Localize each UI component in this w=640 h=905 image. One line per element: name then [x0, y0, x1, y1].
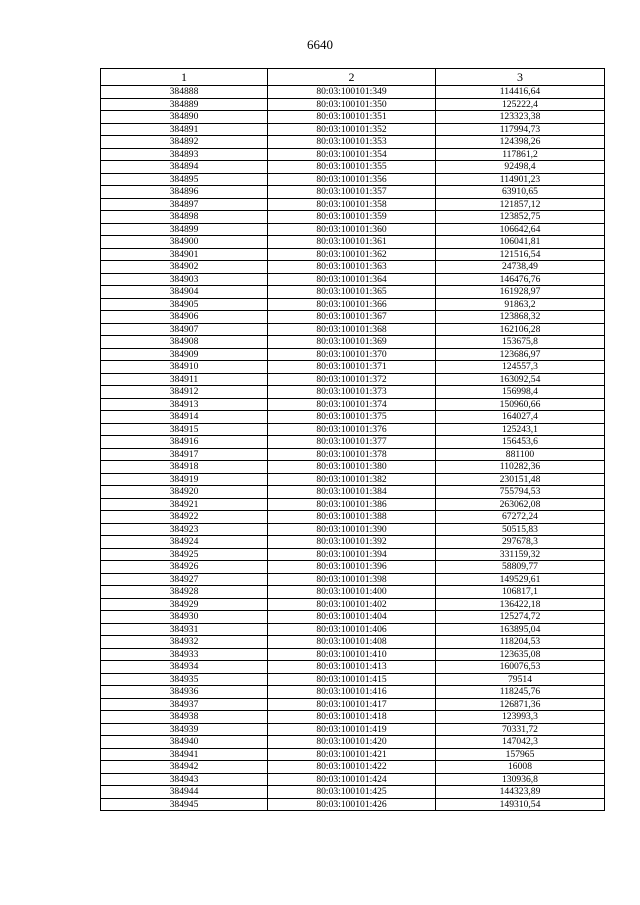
table-row [101, 486, 605, 499]
value-cell: 160076,53 [436, 661, 605, 674]
cadastral-number-cell: 80:03:100101:418 [268, 711, 436, 724]
row-number-cell: 384889 [101, 98, 268, 111]
table-row [101, 473, 605, 486]
table-row [101, 798, 605, 811]
cadastral-number-cell: 80:03:100101:356 [268, 173, 436, 186]
value-cell: 123852,75 [436, 211, 605, 224]
row-number-cell: 384939 [101, 723, 268, 736]
row-number-cell: 384929 [101, 598, 268, 611]
value-cell: 117861,2 [436, 148, 605, 161]
row-number-cell: 384895 [101, 173, 268, 186]
row-number-cell: 384933 [101, 648, 268, 661]
table-row [101, 223, 605, 236]
value-cell: 147042,3 [436, 736, 605, 749]
table-row [101, 273, 605, 286]
cadastral-number-cell: 80:03:100101:359 [268, 211, 436, 224]
cadastral-number-cell: 80:03:100101:376 [268, 423, 436, 436]
row-number-cell: 384917 [101, 448, 268, 461]
cadastral-number-cell: 80:03:100101:419 [268, 723, 436, 736]
cadastral-number-cell: 80:03:100101:406 [268, 623, 436, 636]
value-cell: 156453,6 [436, 436, 605, 449]
cadastral-number-cell: 80:03:100101:377 [268, 436, 436, 449]
table-row [101, 661, 605, 674]
table-row [101, 648, 605, 661]
value-cell: 123635,08 [436, 648, 605, 661]
table-row [101, 311, 605, 324]
table-row [101, 186, 605, 199]
cadastral-number-cell: 80:03:100101:354 [268, 148, 436, 161]
value-cell: 124557,3 [436, 361, 605, 374]
cadastral-number-cell: 80:03:100101:371 [268, 361, 436, 374]
value-cell: 157965 [436, 748, 605, 761]
table-row [101, 586, 605, 599]
row-number-cell: 384916 [101, 436, 268, 449]
table-row [101, 436, 605, 449]
cadastral-number-cell: 80:03:100101:349 [268, 86, 436, 99]
row-number-cell: 384901 [101, 248, 268, 261]
value-cell: 121857,12 [436, 198, 605, 211]
row-number-cell: 384902 [101, 261, 268, 274]
row-number-cell: 384925 [101, 548, 268, 561]
cadastral-number-cell: 80:03:100101:373 [268, 386, 436, 399]
cadastral-number-cell: 80:03:100101:384 [268, 486, 436, 499]
row-number-cell: 384911 [101, 373, 268, 386]
table-row [101, 211, 605, 224]
row-number-cell: 384922 [101, 511, 268, 524]
value-cell: 106642,64 [436, 223, 605, 236]
row-number-cell: 384894 [101, 161, 268, 174]
table-row [101, 561, 605, 574]
row-number-cell: 384898 [101, 211, 268, 224]
cadastral-number-cell: 80:03:100101:421 [268, 748, 436, 761]
table-row [101, 148, 605, 161]
row-number-cell: 384938 [101, 711, 268, 724]
cadastral-number-cell: 80:03:100101:417 [268, 698, 436, 711]
cadastral-number-cell: 80:03:100101:392 [268, 536, 436, 549]
row-number-cell: 384913 [101, 398, 268, 411]
cadastral-number-cell: 80:03:100101:370 [268, 348, 436, 361]
value-cell: 50515,83 [436, 523, 605, 536]
value-cell: 67272,24 [436, 511, 605, 524]
row-number-cell: 384941 [101, 748, 268, 761]
cadastral-number-cell: 80:03:100101:415 [268, 673, 436, 686]
table-row [101, 298, 605, 311]
row-number-cell: 384890 [101, 111, 268, 124]
column-header-2: 2 [268, 69, 436, 86]
value-cell: 125243,1 [436, 423, 605, 436]
value-cell: 161928,97 [436, 286, 605, 299]
cadastral-number-cell: 80:03:100101:382 [268, 473, 436, 486]
row-number-cell: 384937 [101, 698, 268, 711]
value-cell: 136422,18 [436, 598, 605, 611]
row-number-cell: 384900 [101, 236, 268, 249]
data-table [100, 68, 605, 811]
value-cell: 297678,3 [436, 536, 605, 549]
row-number-cell: 384908 [101, 336, 268, 349]
row-number-cell: 384930 [101, 611, 268, 624]
row-number-cell: 384945 [101, 798, 268, 811]
value-cell: 153675,8 [436, 336, 605, 349]
value-cell: 24738,49 [436, 261, 605, 274]
value-cell: 92498,4 [436, 161, 605, 174]
cadastral-number-cell: 80:03:100101:380 [268, 461, 436, 474]
table-row [101, 698, 605, 711]
row-number-cell: 384893 [101, 148, 268, 161]
value-cell: 106041,81 [436, 236, 605, 249]
table-row [101, 86, 605, 99]
value-cell: 881100 [436, 448, 605, 461]
table-row [101, 686, 605, 699]
cadastral-number-cell: 80:03:100101:386 [268, 498, 436, 511]
row-number-cell: 384909 [101, 348, 268, 361]
value-cell: 163092,54 [436, 373, 605, 386]
value-cell: 230151,48 [436, 473, 605, 486]
table-row [101, 198, 605, 211]
table-row [101, 611, 605, 624]
value-cell: 123868,32 [436, 311, 605, 324]
table-row [101, 536, 605, 549]
cadastral-number-cell: 80:03:100101:388 [268, 511, 436, 524]
cadastral-number-cell: 80:03:100101:366 [268, 298, 436, 311]
table-row [101, 361, 605, 374]
value-cell: 146476,76 [436, 273, 605, 286]
cadastral-number-cell: 80:03:100101:357 [268, 186, 436, 199]
row-number-cell: 384943 [101, 773, 268, 786]
cadastral-number-cell: 80:03:100101:374 [268, 398, 436, 411]
value-cell: 144323,89 [436, 786, 605, 799]
value-cell: 123323,38 [436, 111, 605, 124]
cadastral-number-cell: 80:03:100101:422 [268, 761, 436, 774]
cadastral-number-cell: 80:03:100101:351 [268, 111, 436, 124]
cadastral-number-cell: 80:03:100101:408 [268, 636, 436, 649]
table-row [101, 136, 605, 149]
value-cell: 123686,97 [436, 348, 605, 361]
cadastral-number-cell: 80:03:100101:361 [268, 236, 436, 249]
cadastral-number-cell: 80:03:100101:368 [268, 323, 436, 336]
cadastral-number-cell: 80:03:100101:416 [268, 686, 436, 699]
table-row [101, 598, 605, 611]
table-row [101, 461, 605, 474]
value-cell: 63910,65 [436, 186, 605, 199]
cadastral-number-cell: 80:03:100101:372 [268, 373, 436, 386]
cadastral-number-cell: 80:03:100101:398 [268, 573, 436, 586]
row-number-cell: 384910 [101, 361, 268, 374]
cadastral-number-cell: 80:03:100101:402 [268, 598, 436, 611]
table-row [101, 448, 605, 461]
value-cell: 162106,28 [436, 323, 605, 336]
table-row [101, 511, 605, 524]
value-cell: 70331,72 [436, 723, 605, 736]
cadastral-number-cell: 80:03:100101:362 [268, 248, 436, 261]
value-cell: 114416,64 [436, 86, 605, 99]
table-row [101, 286, 605, 299]
table-row [101, 423, 605, 436]
cadastral-number-cell: 80:03:100101:375 [268, 411, 436, 424]
row-number-cell: 384935 [101, 673, 268, 686]
cadastral-number-cell: 80:03:100101:426 [268, 798, 436, 811]
cadastral-number-cell: 80:03:100101:420 [268, 736, 436, 749]
row-number-cell: 384896 [101, 186, 268, 199]
table-row [101, 123, 605, 136]
row-number-cell: 384919 [101, 473, 268, 486]
row-number-cell: 384932 [101, 636, 268, 649]
row-number-cell: 384921 [101, 498, 268, 511]
cadastral-number-cell: 80:03:100101:355 [268, 161, 436, 174]
value-cell: 126871,36 [436, 698, 605, 711]
cadastral-number-cell: 80:03:100101:369 [268, 336, 436, 349]
row-number-cell: 384905 [101, 298, 268, 311]
table-row [101, 336, 605, 349]
value-cell: 117994,73 [436, 123, 605, 136]
cadastral-number-cell: 80:03:100101:358 [268, 198, 436, 211]
value-cell: 121516,54 [436, 248, 605, 261]
value-cell: 58809,77 [436, 561, 605, 574]
table-row [101, 736, 605, 749]
table-row [101, 398, 605, 411]
table-row [101, 323, 605, 336]
value-cell: 156998,4 [436, 386, 605, 399]
column-header-1: 1 [101, 69, 268, 86]
value-cell: 125222,4 [436, 98, 605, 111]
row-number-cell: 384928 [101, 586, 268, 599]
cadastral-number-cell: 80:03:100101:396 [268, 561, 436, 574]
table-row [101, 773, 605, 786]
value-cell: 91863,2 [436, 298, 605, 311]
table-row [101, 723, 605, 736]
cadastral-number-cell: 80:03:100101:360 [268, 223, 436, 236]
table-row [101, 748, 605, 761]
value-cell: 110282,36 [436, 461, 605, 474]
table-header-row [101, 69, 605, 86]
value-cell: 331159,32 [436, 548, 605, 561]
table-row [101, 548, 605, 561]
row-number-cell: 384914 [101, 411, 268, 424]
cadastral-number-cell: 80:03:100101:410 [268, 648, 436, 661]
cadastral-number-cell: 80:03:100101:413 [268, 661, 436, 674]
row-number-cell: 384906 [101, 311, 268, 324]
cadastral-number-cell: 80:03:100101:378 [268, 448, 436, 461]
row-number-cell: 384923 [101, 523, 268, 536]
row-number-cell: 384934 [101, 661, 268, 674]
table-row [101, 636, 605, 649]
value-cell: 123993,3 [436, 711, 605, 724]
table-row [101, 761, 605, 774]
cadastral-number-cell: 80:03:100101:390 [268, 523, 436, 536]
row-number-cell: 384927 [101, 573, 268, 586]
row-number-cell: 384931 [101, 623, 268, 636]
value-cell: 164027,4 [436, 411, 605, 424]
table-row [101, 248, 605, 261]
value-cell: 163895,04 [436, 623, 605, 636]
table-row [101, 261, 605, 274]
table-row [101, 623, 605, 636]
value-cell: 149310,54 [436, 798, 605, 811]
value-cell: 755794,53 [436, 486, 605, 499]
row-number-cell: 384891 [101, 123, 268, 136]
table-row [101, 373, 605, 386]
cadastral-number-cell: 80:03:100101:352 [268, 123, 436, 136]
value-cell: 124398,26 [436, 136, 605, 149]
value-cell: 118204,53 [436, 636, 605, 649]
row-number-cell: 384907 [101, 323, 268, 336]
page-number: 6640 [307, 37, 333, 52]
table-row [101, 98, 605, 111]
row-number-cell: 384897 [101, 198, 268, 211]
cadastral-number-cell: 80:03:100101:353 [268, 136, 436, 149]
value-cell: 16008 [436, 761, 605, 774]
table-row [101, 523, 605, 536]
row-number-cell: 384926 [101, 561, 268, 574]
column-header-3: 3 [436, 69, 605, 86]
value-cell: 118245,76 [436, 686, 605, 699]
table-body [101, 86, 605, 811]
table-row [101, 386, 605, 399]
table-row [101, 111, 605, 124]
table-row [101, 236, 605, 249]
value-cell: 263062,08 [436, 498, 605, 511]
cadastral-number-cell: 80:03:100101:400 [268, 586, 436, 599]
row-number-cell: 384924 [101, 536, 268, 549]
row-number-cell: 384899 [101, 223, 268, 236]
value-cell: 149529,61 [436, 573, 605, 586]
table-row [101, 173, 605, 186]
row-number-cell: 384918 [101, 461, 268, 474]
table-row [101, 348, 605, 361]
row-number-cell: 384912 [101, 386, 268, 399]
value-cell: 79514 [436, 673, 605, 686]
value-cell: 114901,23 [436, 173, 605, 186]
row-number-cell: 384944 [101, 786, 268, 799]
table-row [101, 711, 605, 724]
table-row [101, 786, 605, 799]
value-cell: 150960,66 [436, 398, 605, 411]
table-row [101, 161, 605, 174]
table-row [101, 673, 605, 686]
cadastral-number-cell: 80:03:100101:365 [268, 286, 436, 299]
cadastral-number-cell: 80:03:100101:367 [268, 311, 436, 324]
row-number-cell: 384936 [101, 686, 268, 699]
cadastral-number-cell: 80:03:100101:350 [268, 98, 436, 111]
table-row [101, 573, 605, 586]
value-cell: 106817,1 [436, 586, 605, 599]
row-number-cell: 384915 [101, 423, 268, 436]
value-cell: 125274,72 [436, 611, 605, 624]
row-number-cell: 384888 [101, 86, 268, 99]
row-number-cell: 384903 [101, 273, 268, 286]
cadastral-number-cell: 80:03:100101:404 [268, 611, 436, 624]
cadastral-number-cell: 80:03:100101:363 [268, 261, 436, 274]
table-row [101, 411, 605, 424]
value-cell: 130936,8 [436, 773, 605, 786]
row-number-cell: 384940 [101, 736, 268, 749]
row-number-cell: 384942 [101, 761, 268, 774]
cadastral-number-cell: 80:03:100101:364 [268, 273, 436, 286]
table-row [101, 498, 605, 511]
cadastral-number-cell: 80:03:100101:424 [268, 773, 436, 786]
cadastral-number-cell: 80:03:100101:425 [268, 786, 436, 799]
row-number-cell: 384920 [101, 486, 268, 499]
row-number-cell: 384904 [101, 286, 268, 299]
row-number-cell: 384892 [101, 136, 268, 149]
cadastral-number-cell: 80:03:100101:394 [268, 548, 436, 561]
